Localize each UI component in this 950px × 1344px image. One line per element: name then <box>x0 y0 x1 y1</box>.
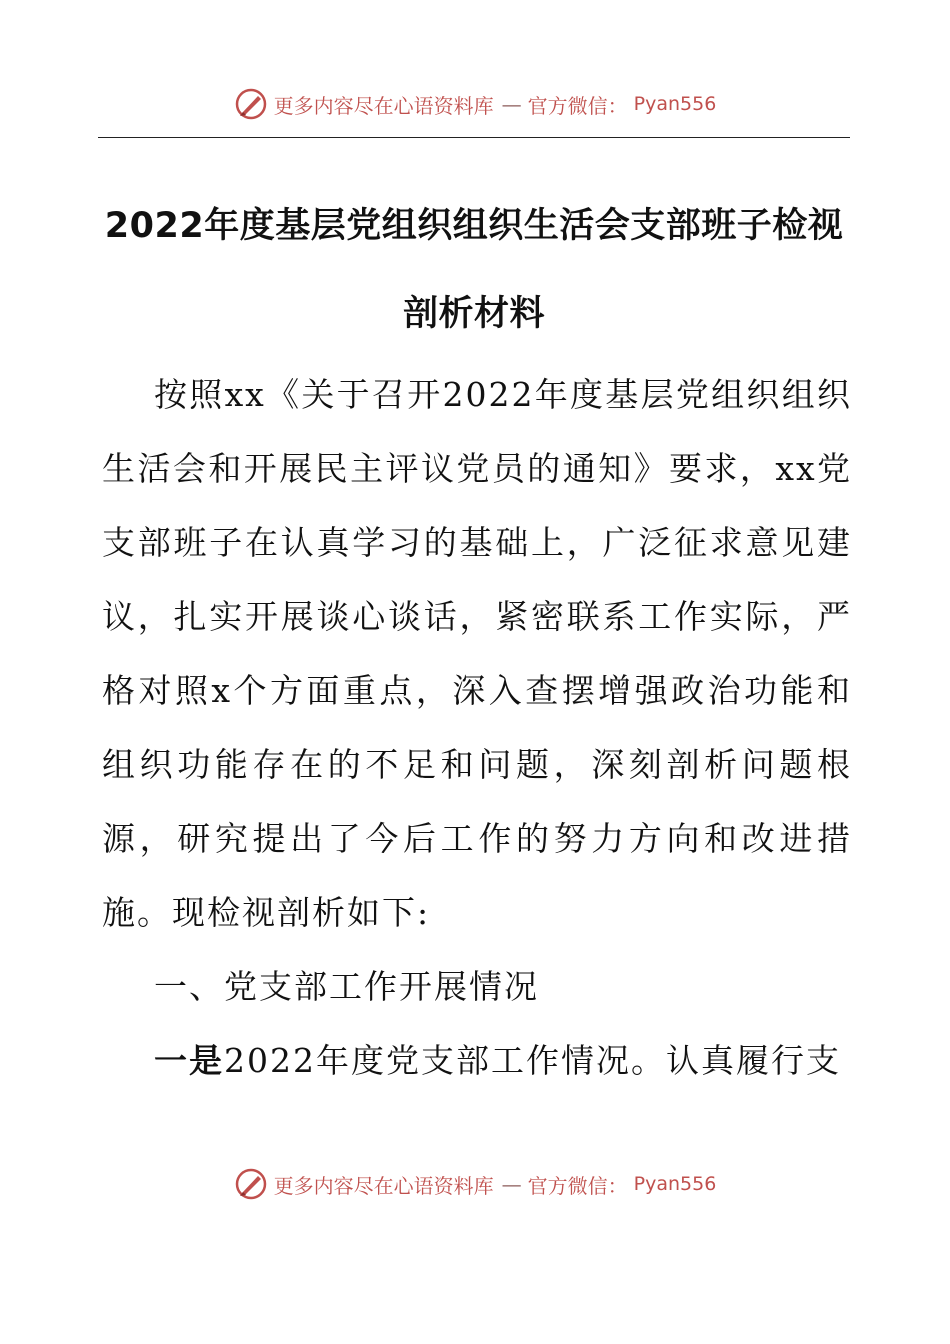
point-text: 2022年度党支部工作情况。认真履行支 <box>224 1041 841 1080</box>
header-watermark <box>0 84 950 124</box>
pen-logo-icon <box>234 87 268 121</box>
watermark-account: Pyan556 <box>633 93 717 115</box>
watermark-account-label: 官方微信： <box>527 93 628 118</box>
watermark-separator: — <box>501 1172 522 1196</box>
intro-paragraph: 按照xx《关于召开2022年度基层党组织组织生活会和开展民主评议党员的通知》要求，xx党支部班子在认真学习的基础上，广泛征求意见建议，扎实开展谈心谈话，紧密联系工作实际，严格对照x个方面重点，深入查摆增强政治功能和组织功能存在的不足和问题，深刻剖析问题根源，研究提出了今后工作的努力方向和改进措施。现检视剖析如下: <box>102 375 852 932</box>
watermark-separator: — <box>501 92 522 116</box>
watermark-text: 更多内容尽在心语资料库 <box>273 1173 494 1198</box>
header-divider <box>98 137 850 138</box>
footer-watermark <box>0 1164 950 1204</box>
section-heading: 一、党支部工作开展情况 <box>154 967 539 1006</box>
point-paragraph <box>102 1024 852 1098</box>
watermark-account-label: 官方微信： <box>527 1173 628 1198</box>
watermark-account: Pyan556 <box>633 1173 717 1195</box>
point-lead: 一是 <box>154 1041 224 1080</box>
pen-logo-icon <box>234 1167 268 1201</box>
watermark-text: 更多内容尽在心语资料库 <box>273 93 494 118</box>
document-title: 2022年度基层党组织组织生活会支部班子检视剖析材料 <box>104 206 844 334</box>
